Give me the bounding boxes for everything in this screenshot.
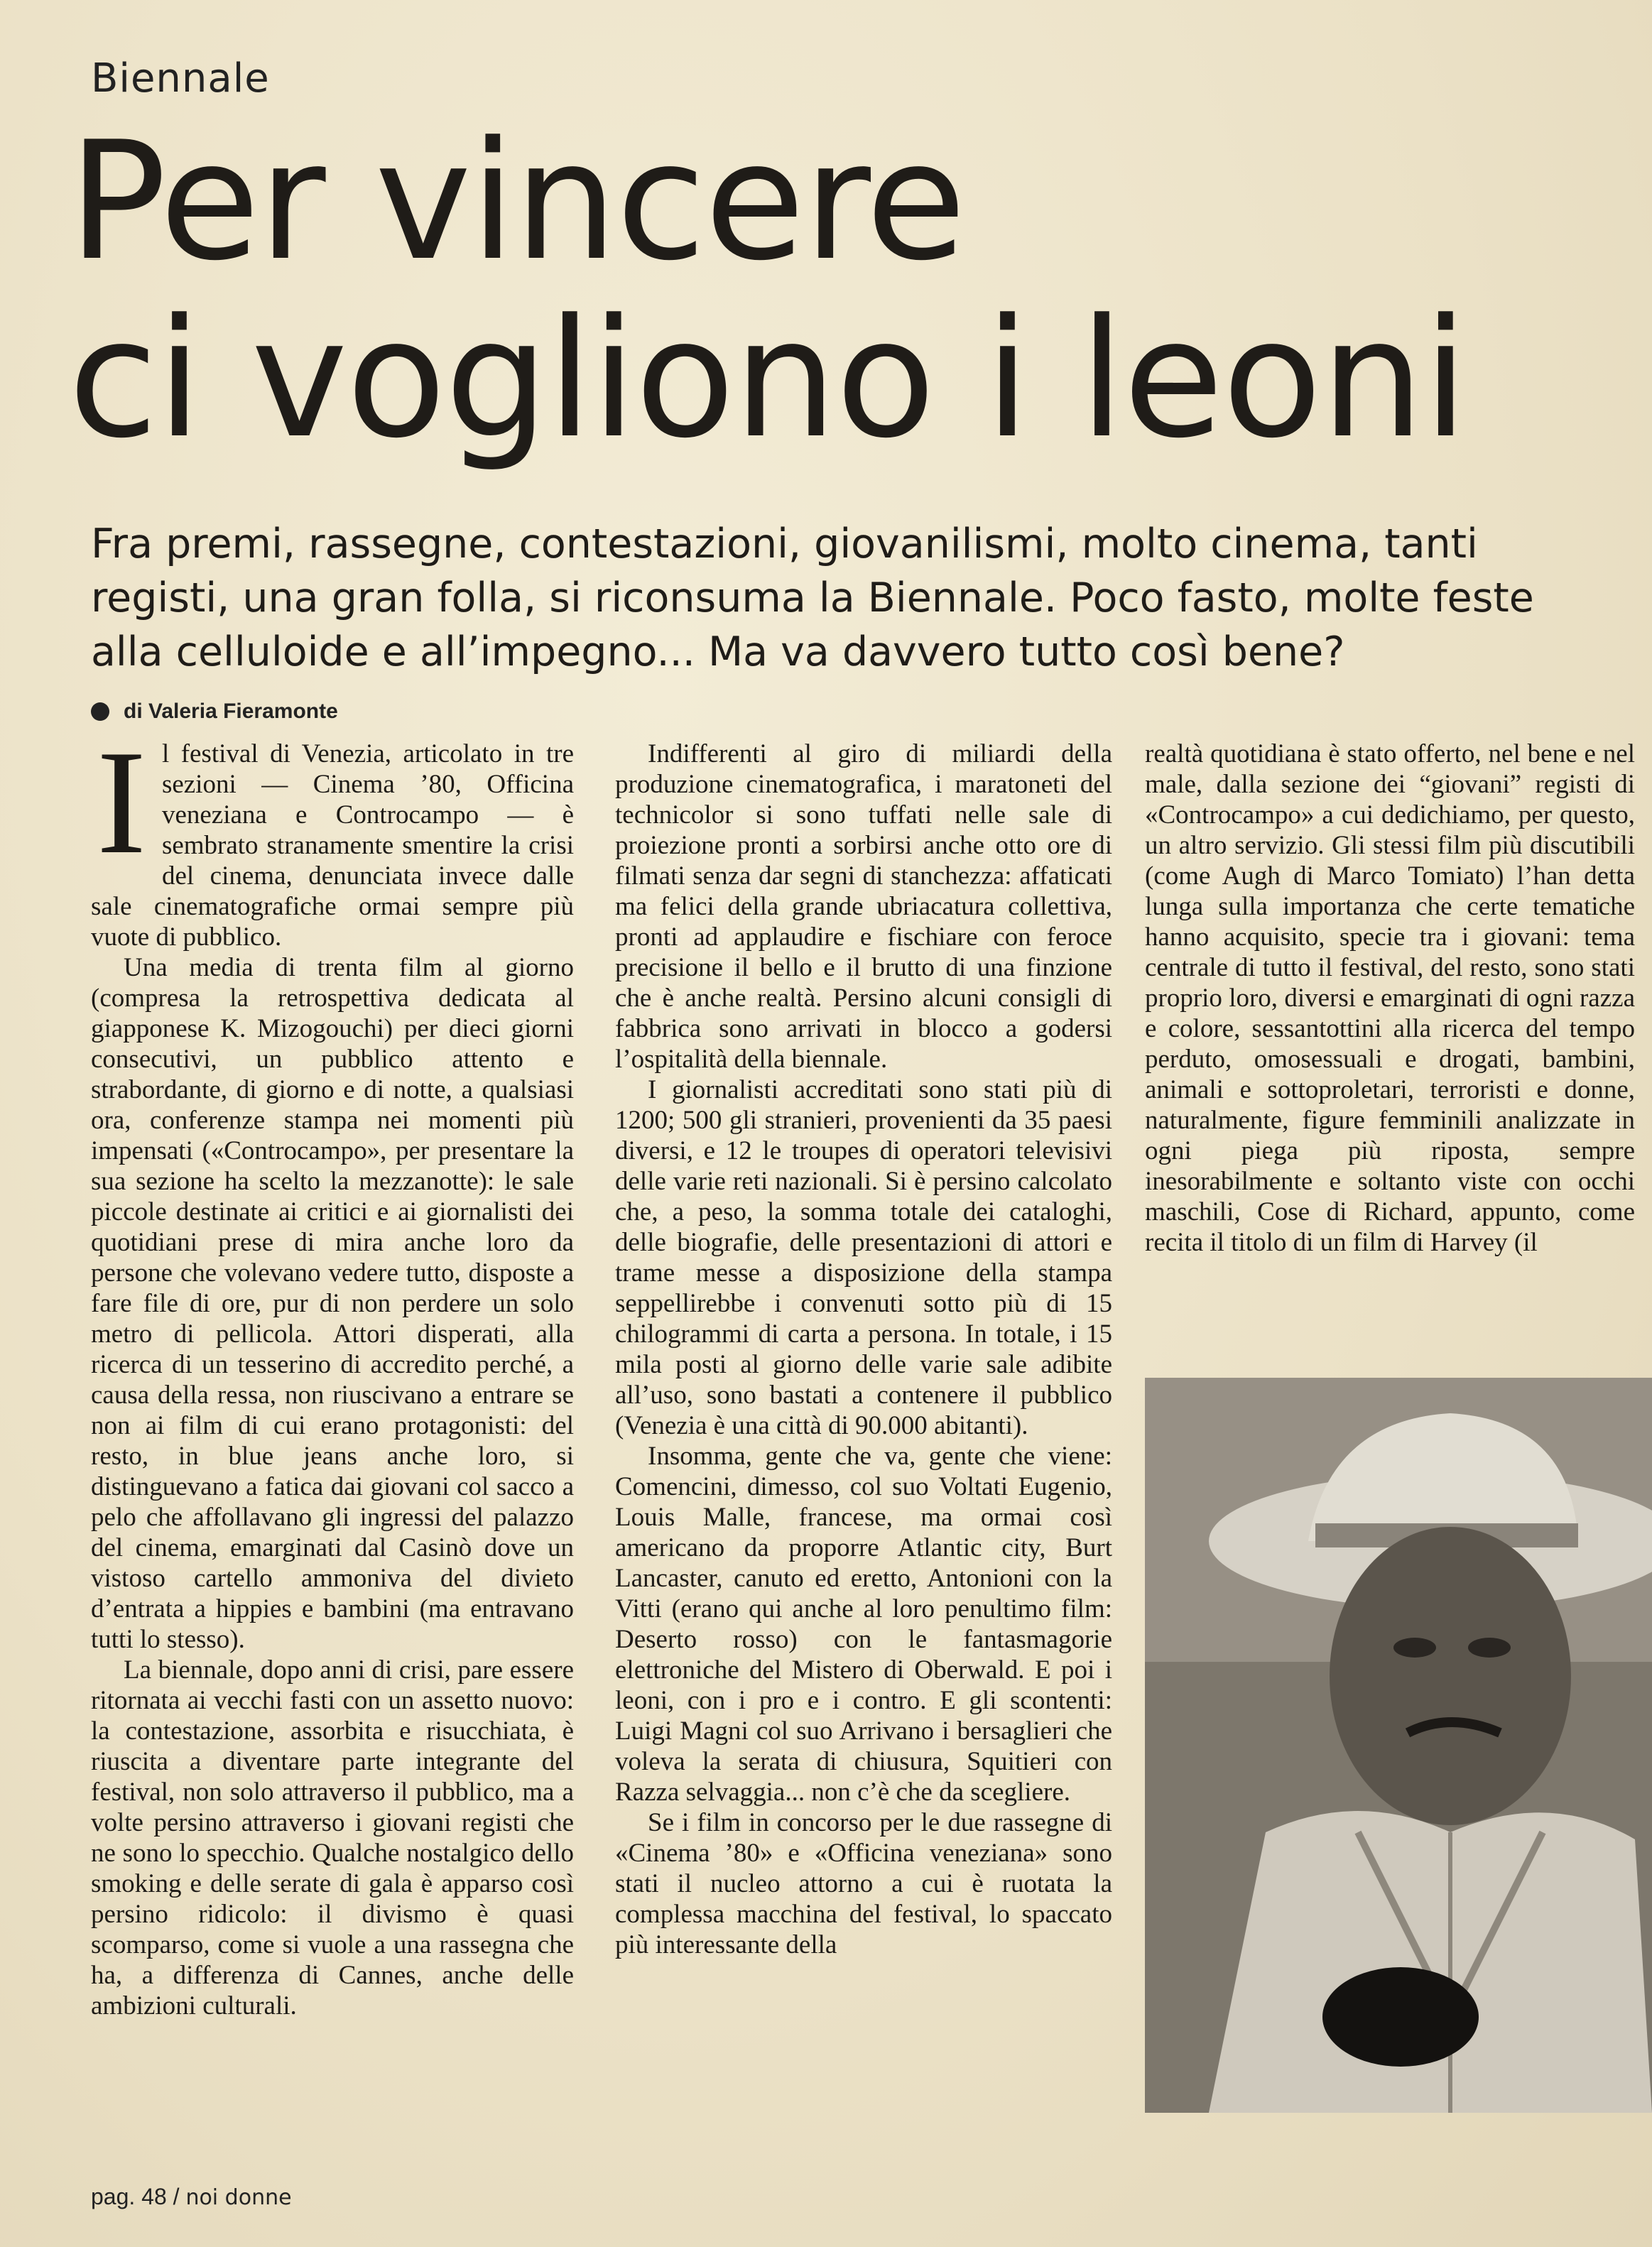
photo-illustration	[1145, 1378, 1652, 2113]
paragraph: Se i film in concorso per le due rassegne di «Cinema ’80» e «Officina veneziana» sono stati il nucleo attorno a cui è ruotata la complessa macchina del festival, lo spaccato più interessante della	[615, 1808, 1112, 1959]
photo-man-in-hat	[1145, 1378, 1652, 2113]
section-kicker: Biennale	[91, 55, 270, 102]
paragraph: realtà quotidiana è stato offerto, nel bene e nel male, dalla sezione dei “giovani” registi di «Controcampo» a cui dedichiamo, per questo, un altro servizio. Gli stessi film più discutibili (come Augh di Marco Tomiato) l’han detta lunga sulla importanza che certe tematiche hanno acquisito, specie tra i giovani: tema centrale di tutto il festival, del resto, sono stati proprio loro, diversi e emarginati di ogni razza e colore, sessantottini alla ricerca del tempo perduto, omosessuali e drogati, bambini, animali e sottoproletari, terroristi e donne, naturalmente, figure femminili analizzate in ogni piega più riposta, sempre inesorabilmente e soltanto viste con occhi maschili, Cose di Richard, appunto, come recita il titolo di un film di Harvey (il	[1145, 739, 1635, 1257]
headline	[68, 107, 1652, 474]
trench-coat	[1209, 1811, 1652, 2113]
bullet-icon	[91, 702, 109, 721]
article-column-2	[615, 739, 1112, 1960]
article-column-1	[91, 720, 574, 2021]
paragraph: I giornalisti accreditati sono stati più di 1200; 500 gli stranieri, provenienti da 35 paesi diversi, e 12 le troupes di operatori televisivi delle varie reti nazionali. Si è persino calcolato che, a peso, la somma totale dei cataloghi, delle biografie, delle presentazioni di attori e trame messe a disposizione della stampa seppellirebbe i convenuti sotto più di 15 chilogrammi di carta a persona. In totale, i 15 mila posti al giorno delle varie sale adibite all’uso, sono bastati a contenere il pubblico (Venezia è una città di 90.000 abitanti).	[615, 1075, 1112, 1440]
deck-line-3: alla celluloide e all’impegno... Ma va davvero tutto così bene?	[91, 629, 1345, 675]
headline-line-1: Per vincere	[68, 107, 965, 297]
page-footer	[91, 2184, 292, 2210]
face	[1330, 1527, 1571, 1825]
paragraph: Indifferenti al giro di miliardi della produzione cinematografica, i maratoneti del technicolor si sono tuffati nelle sale di proiezione pronti a sorbirsi anche otto ore di filmati senza dar segni di stanchezza: affaticati ma felici della grande ubriacatura collettiva, pronti ad applaudire e fischiare con feroce precisione il bello e il brutto di una finzione che è anche realtà. Persino alcuni consigli di fabbrica sono arrivati in blocco a godersi l’ospitalità della biennale.	[615, 739, 1112, 1074]
deck-line-1: Fra premi, rassegne, contestazioni, giovanilismi, molto cinema, tanti	[91, 521, 1478, 567]
paragraph: Insomma, gente che va, gente che viene: Comencini, dimesso, col suo Voltati Eugenio, Louis Malle, francese, ma ormai così americano da proporre Atlantic city, Burt Lancaster, canuto ed eretto, Antonioni con la Vitti (erano qui anche al loro penultimo film: Deserto rosso) con le fantasmagorie elettroniche del Mistero di Oberwald. E poi i leoni, con i pro e i contro. E gli scontenti: Luigi Magni col suo Arrivano i bersaglieri che voleva la serata di chiusura, Squitieri con Razza selvaggia... non c’è che da scegliere.	[615, 1442, 1112, 1807]
deck	[91, 517, 1639, 679]
byline-text: di Valeria Fieramonte	[124, 700, 338, 723]
article-column-3	[1145, 739, 1635, 1258]
paragraph: Una media di trenta film al giorno (compresa la retrospettiva dedicata al giapponese K. Mizogouchi) per dieci giorni consecutivi, un pubblico attento e strabordante, di giorno e di notte, a qualsiasi ora, conferenze stampa nei momenti più impensati («Controcampo», per presentare la sua sezione ha scelto la mezzanotte): le sale piccole destinate ai critici e ai giornalisti dei quotidiani prese di mira anche loro da persone che volevano vedere tutto, disposte a fare file di ore, pur di non perdere un solo metro di pellicola. Attori disperati, alla ricerca di un tesserino di accredito perché, a causa della ressa, non riuscivano a entrare se non ai film di cui erano protagonisti: del resto, in blue jeans anche loro, si distinguevano a fatica dai giovani col sacco a pelo che affollavano gli ingressi del palazzo del cinema, emarginati dal Casinò dove un vistoso cartello ammoniva del divieto d’entrata a hippies e bambini (ma entravano tutti lo stesso).	[91, 953, 574, 1654]
drop-cap: I	[97, 720, 146, 885]
paragraph: l festival di Venezia, articolato in tre sezioni — Cinema ’80, Officina veneziana e Controcampo — è sembrato stranamente smentire la crisi del cinema, denunciata invece dalle sale cinematografiche ormai sempre più vuote di pubblico.	[91, 739, 574, 952]
paragraph: La biennale, dopo anni di crisi, pare essere ritornata ai vecchi fasti con un assetto nuovo: la contestazione, assorbita e risucchiata, è riuscita a diventare parte integrante del festival, non solo attraverso il pubblico, ma a volte persino attraverso i giovani registi che ne sono lo specchio. Qualche nostalgico dello smoking e delle serate di gala è apparso così persino ridicolo: il divismo è quasi scomparso, come si vuole a una rassegna che ha, a differenza di Cannes, anche delle ambizioni culturali.	[91, 1655, 574, 2020]
headline-line-2: ci vogliono i leoni	[68, 285, 1467, 474]
deck-line-2: registi, una gran folla, si riconsuma la Biennale. Poco fasto, molte feste	[91, 575, 1534, 621]
page-number: pag. 48 /	[91, 2184, 180, 2209]
magazine-name: noi donne	[185, 2185, 292, 2210]
gloved-hand	[1322, 1967, 1479, 2067]
